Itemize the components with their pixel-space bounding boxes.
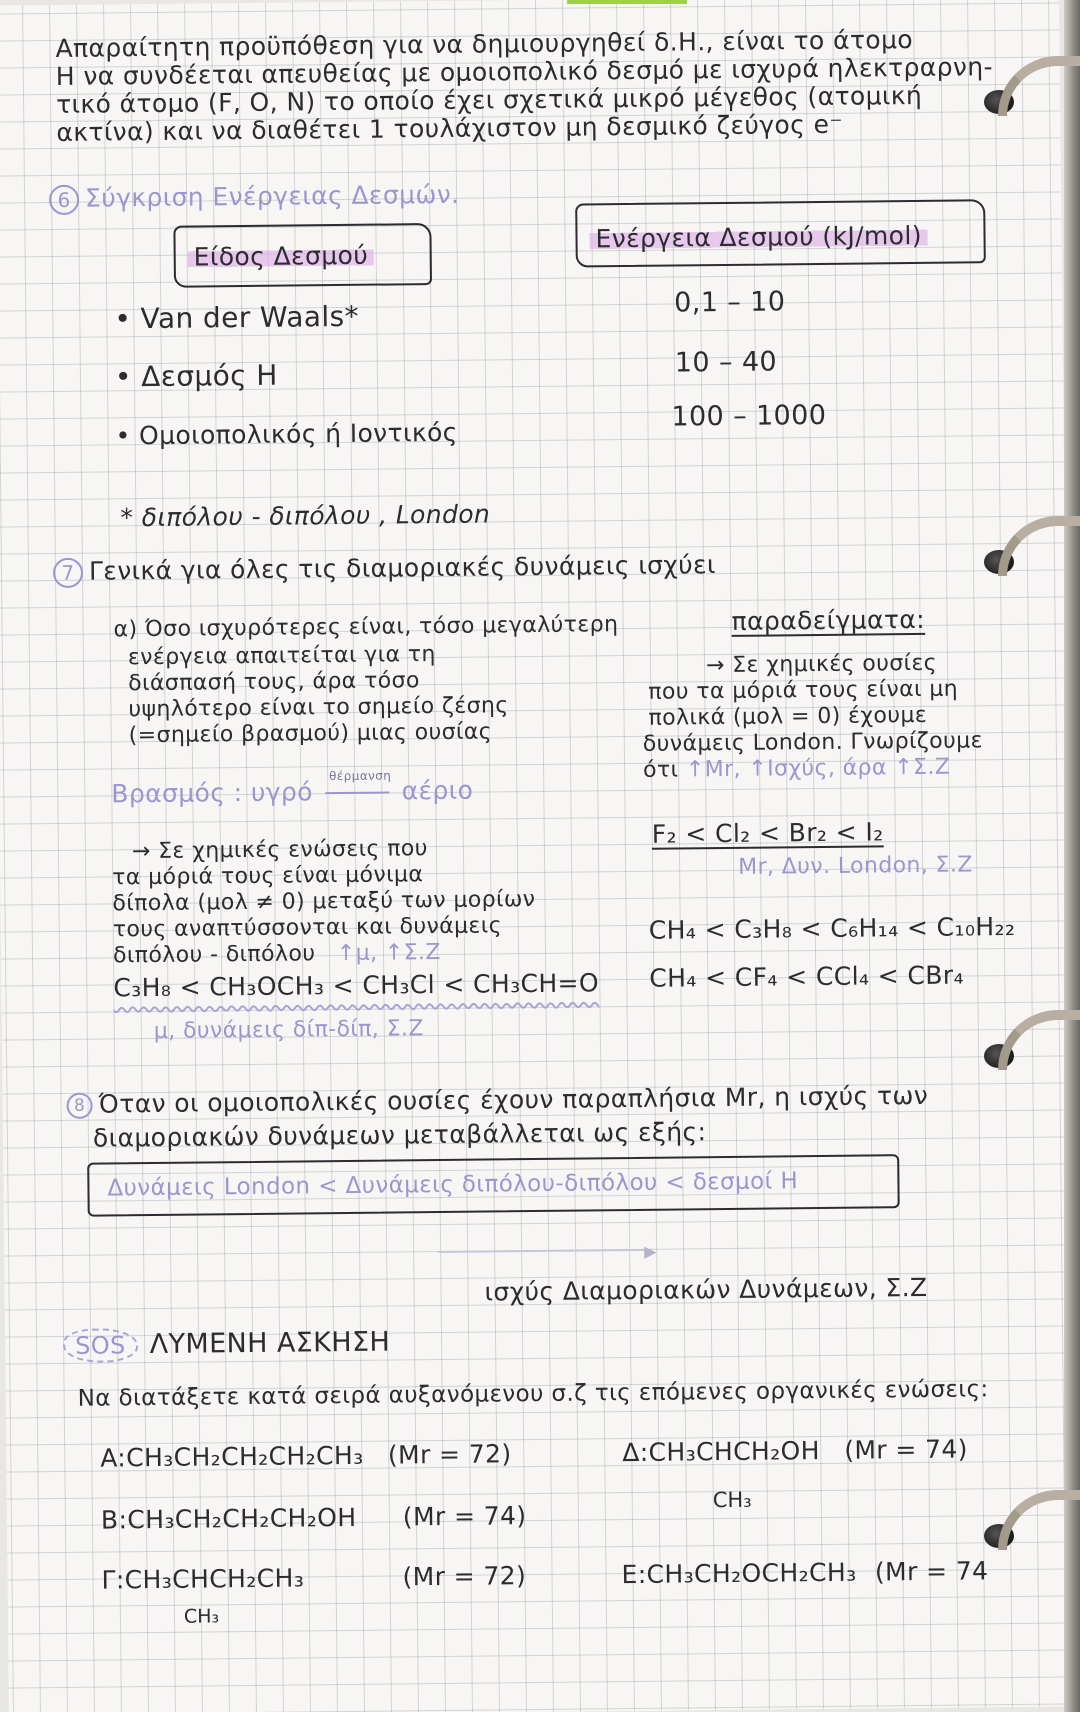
- branch-methyl: CH₃: [712, 1487, 752, 1513]
- table-row-type: • Van der Waals*: [114, 299, 360, 336]
- section-number-badge: 8: [66, 1093, 92, 1119]
- text-line: δυνάμεις London. Γνωρίζουμε: [642, 728, 984, 757]
- strength-arrow-caption: ισχύς Διαμοριακών Δυνάμεων, Σ.Ζ: [484, 1272, 928, 1307]
- table-row-type: • Ομοιοπολικός ή Ιοντικός: [115, 417, 458, 451]
- compound-item: Δ:CH₃CHCH₂OH (Mr = 74): [622, 1434, 968, 1468]
- sos-cloud-badge: SOS: [63, 1328, 138, 1363]
- binder-ring-icon: [984, 516, 1080, 596]
- section-8-line: διαμοριακών δυνάμεων μεταβάλλεται ως εξής:: [92, 1117, 707, 1153]
- intro-line: τικό άτομο (F, O, N) το οποίο έχει σχετικά μικρό μέγεθος (ατομική: [55, 80, 923, 119]
- text-line: που τα μόριά τους είναι μη: [648, 676, 959, 705]
- intro-line: Η να συνδέεται απευθείας με ομοιοπολικό δεσμό με ισχυρά ηλεκτραρνη-: [55, 52, 994, 91]
- section-title: Σύγκριση Ενέργειας Δεσμών.: [84, 179, 460, 213]
- table-row-energy: 0,1 – 10: [674, 286, 786, 319]
- text-line: → Σε χημικές ενώσεις που: [131, 836, 428, 865]
- page-tab-marker: [567, 0, 687, 4]
- binder-ring-icon: [984, 1010, 1080, 1090]
- text-line: δίπολα (μολ ≠ 0) μεταξύ των μορίων: [112, 886, 536, 917]
- dipole-caption: μ, δυνάμεις δίπ-δίπ, Σ.Ζ: [153, 1016, 424, 1044]
- table-row-energy: 100 – 1000: [671, 399, 827, 433]
- strength-arrow: [438, 1249, 652, 1253]
- binder-ring-icon: [984, 56, 1080, 136]
- branch-methyl: CH₃: [183, 1605, 220, 1628]
- text-line: ότι ↑Mr, ↑Ισχύς, άρα ↑Σ.Ζ: [642, 754, 951, 783]
- alkane-series: CH₄ < C₃H₈ < C₆H₁₄ < C₁₀H₂₂: [648, 911, 1016, 945]
- strength-order: Δυνάμεις London < Δυνάμεις διπόλου-διπόλου < δεσμοί Η: [107, 1168, 799, 1202]
- text-line: διπόλου - διπόλου ↑μ, ↑Σ.Ζ: [112, 939, 441, 969]
- examples-heading: παραδείγματα:: [731, 604, 926, 636]
- arrow-head-icon: ▶: [644, 1241, 657, 1261]
- table-header-energy: Ενέργεια Δεσμού (kJ/mol): [589, 222, 928, 253]
- table-header-type: Είδος Δεσμού: [188, 242, 375, 271]
- intro-line: Απαραίτητη προϋπόθεση για να δημιουργηθεί δ.Η., είναι το άτομο: [55, 24, 914, 63]
- compound-item: Γ:CH₃CHCH₂CH₃ (Mr = 72): [101, 1561, 527, 1595]
- text-line: πολικά (μολ = 0) έχουμε: [648, 702, 928, 731]
- text-line: τα μόριά τους είναι μόνιμα: [112, 862, 424, 891]
- halogen-caption: Mr, Δυν. London, Σ.Ζ: [737, 852, 973, 880]
- exercise-heading: SOS ΛΥΜΕΝΗ ΑΣΚΗΣΗ: [63, 1326, 390, 1364]
- compound-item: A:CH₃CH₂CH₂CH₂CH₃ (Mr = 72): [100, 1439, 512, 1473]
- section-title: Γενικά για όλες τις διαμοριακές δυνάμεις ισχύει: [88, 550, 716, 586]
- table-footnote: * διπόλου - διπόλου , London: [120, 499, 491, 533]
- halomethane-series: CH₄ < CF₄ < CCl₄ < CBr₄: [649, 960, 965, 993]
- text-line: διάσπασή τους, άρα τόσο: [128, 668, 420, 697]
- boiling-definition: Βρασμός : υγρό θέρμανση αέριο: [111, 768, 474, 809]
- text-line: υψηλότερο είναι το σημείο ζέσης: [128, 693, 509, 723]
- compound-item: E:CH₃CH₂OCH₂CH₃ (Mr = 74: [621, 1556, 989, 1590]
- intro-line: ακτίνα) και να διαθέτει 1 τουλάχιστον μη δεσμικό ζεύγος e⁻: [56, 109, 844, 147]
- intro-paragraph: [0, 0, 1059, 147]
- dipole-series: C₃H₈ < CH₃OCH₃ < CH₃Cl < CH₃CH=O: [113, 968, 600, 1003]
- binder-edge: [1064, 0, 1080, 1712]
- text-line: → Σε χημικές ουσίες: [705, 650, 938, 679]
- section-8-line: 8 Όταν οι ομοιοπολικές ουσίες έχουν παραπλήσια Mr, η ισχύς των: [66, 1082, 928, 1119]
- exercise-prompt: Να διατάξετε κατά σειρά αυξανόμενου σ.ζ τις επόμενες οργανικές ενώσεις:: [77, 1376, 989, 1412]
- text-line: τους αναπτύσσονται και δυνάμεις: [112, 913, 503, 943]
- table-row-energy: 10 – 40: [674, 346, 778, 379]
- text-line: (=σημείο βρασμού) μιας ουσίας: [128, 719, 493, 749]
- section-number-badge: 6: [49, 185, 79, 215]
- section-number-badge: 7: [53, 558, 83, 588]
- text-line: ενέργεια απαιτείται για τη: [127, 642, 436, 671]
- table-row-type: • Δεσμός Η: [114, 358, 278, 394]
- compound-item: B:CH₃CH₂CH₂CH₂OH (Mr = 74): [100, 1501, 527, 1535]
- text-line: α) Όσο ισχυρότερες είναι, τόσο μεγαλύτερη: [113, 612, 619, 643]
- section-6-heading: [49, 181, 460, 215]
- section-7-heading: [53, 551, 716, 588]
- halogen-series: F₂ < Cl₂ < Br₂ < I₂: [651, 817, 884, 849]
- binder-ring-icon: [984, 1490, 1080, 1570]
